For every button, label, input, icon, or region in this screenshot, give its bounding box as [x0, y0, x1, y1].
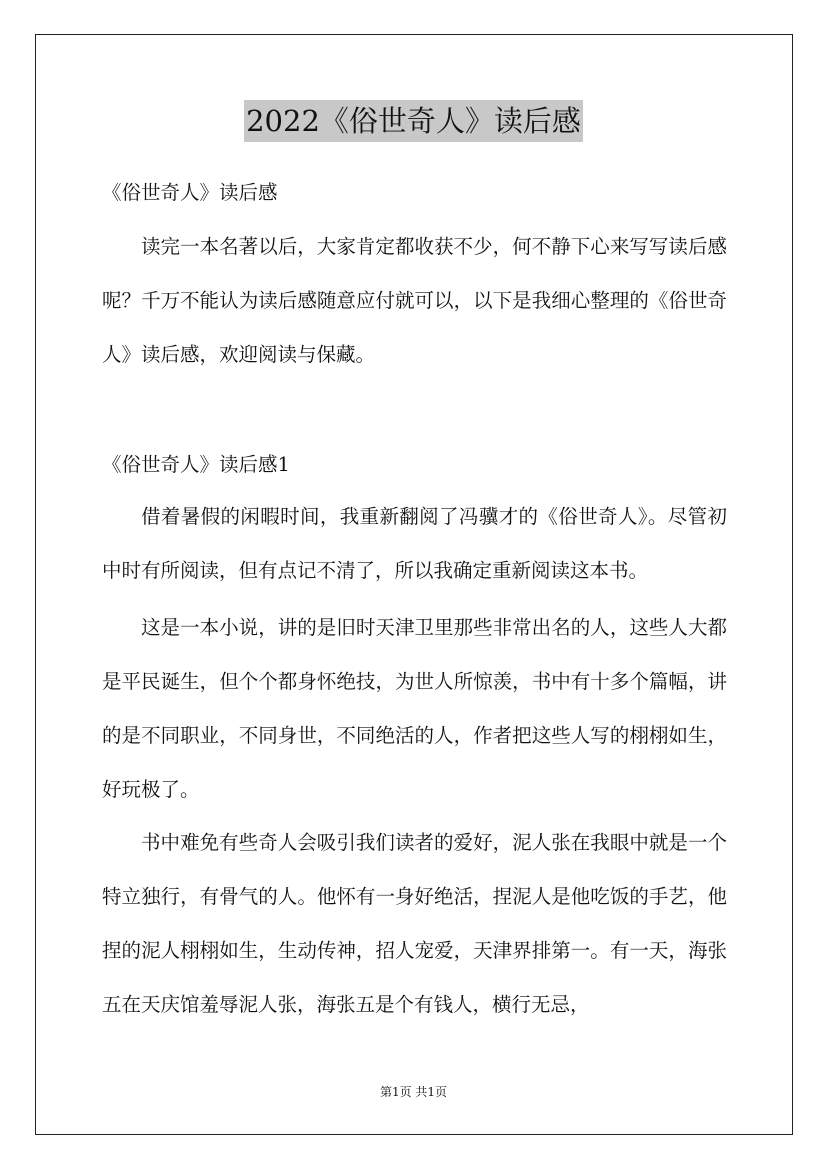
intro-paragraph: 读完一本名著以后，大家肯定都收获不少，何不静下心来写写读后感呢？千万不能认为读后感随意应付就可以，以下是我细心整理的《俗世奇人》读后感，欢迎阅读与保藏。 [102, 235, 727, 366]
body-paragraph-2: 这是一本小说，讲的是旧时天津卫里那些非常出名的人，这些人大都是平民诞生，但个个都身怀绝技，为世人所惊羡，书中有十多个篇幅，讲的是不同职业，不同身世，不同绝活的人，作者把这些人写的栩栩如生，好玩极了。 [102, 616, 727, 801]
section-heading: 《俗世奇人》读后感1 [102, 453, 290, 476]
body-paragraph-1: 借着暑假的闲暇时间，我重新翻阅了冯骥才的《俗世奇人》。尽管初中时有所阅读，但有点记不清了，所以我确定重新阅读这本书。 [102, 505, 727, 582]
document-title: 2022《俗世奇人》读后感 [244, 100, 583, 142]
body-paragraph-3: 书中难免有些奇人会吸引我们读者的爱好，泥人张在我眼中就是一个特立独行，有骨气的人。他怀有一身好绝活，捏泥人是他吃饭的手艺，他捏的泥人栩栩如生，生动传神，招人宠爱，天津界排第一。有一天，海张五在天庆馆羞辱泥人张，海张五是个有钱人，横行无忌， [102, 831, 727, 1016]
page-footer: 第1页 共1页 [379, 1085, 448, 1099]
title-container [0, 100, 827, 142]
subtitle: 《俗世奇人》读后感 [102, 181, 278, 204]
